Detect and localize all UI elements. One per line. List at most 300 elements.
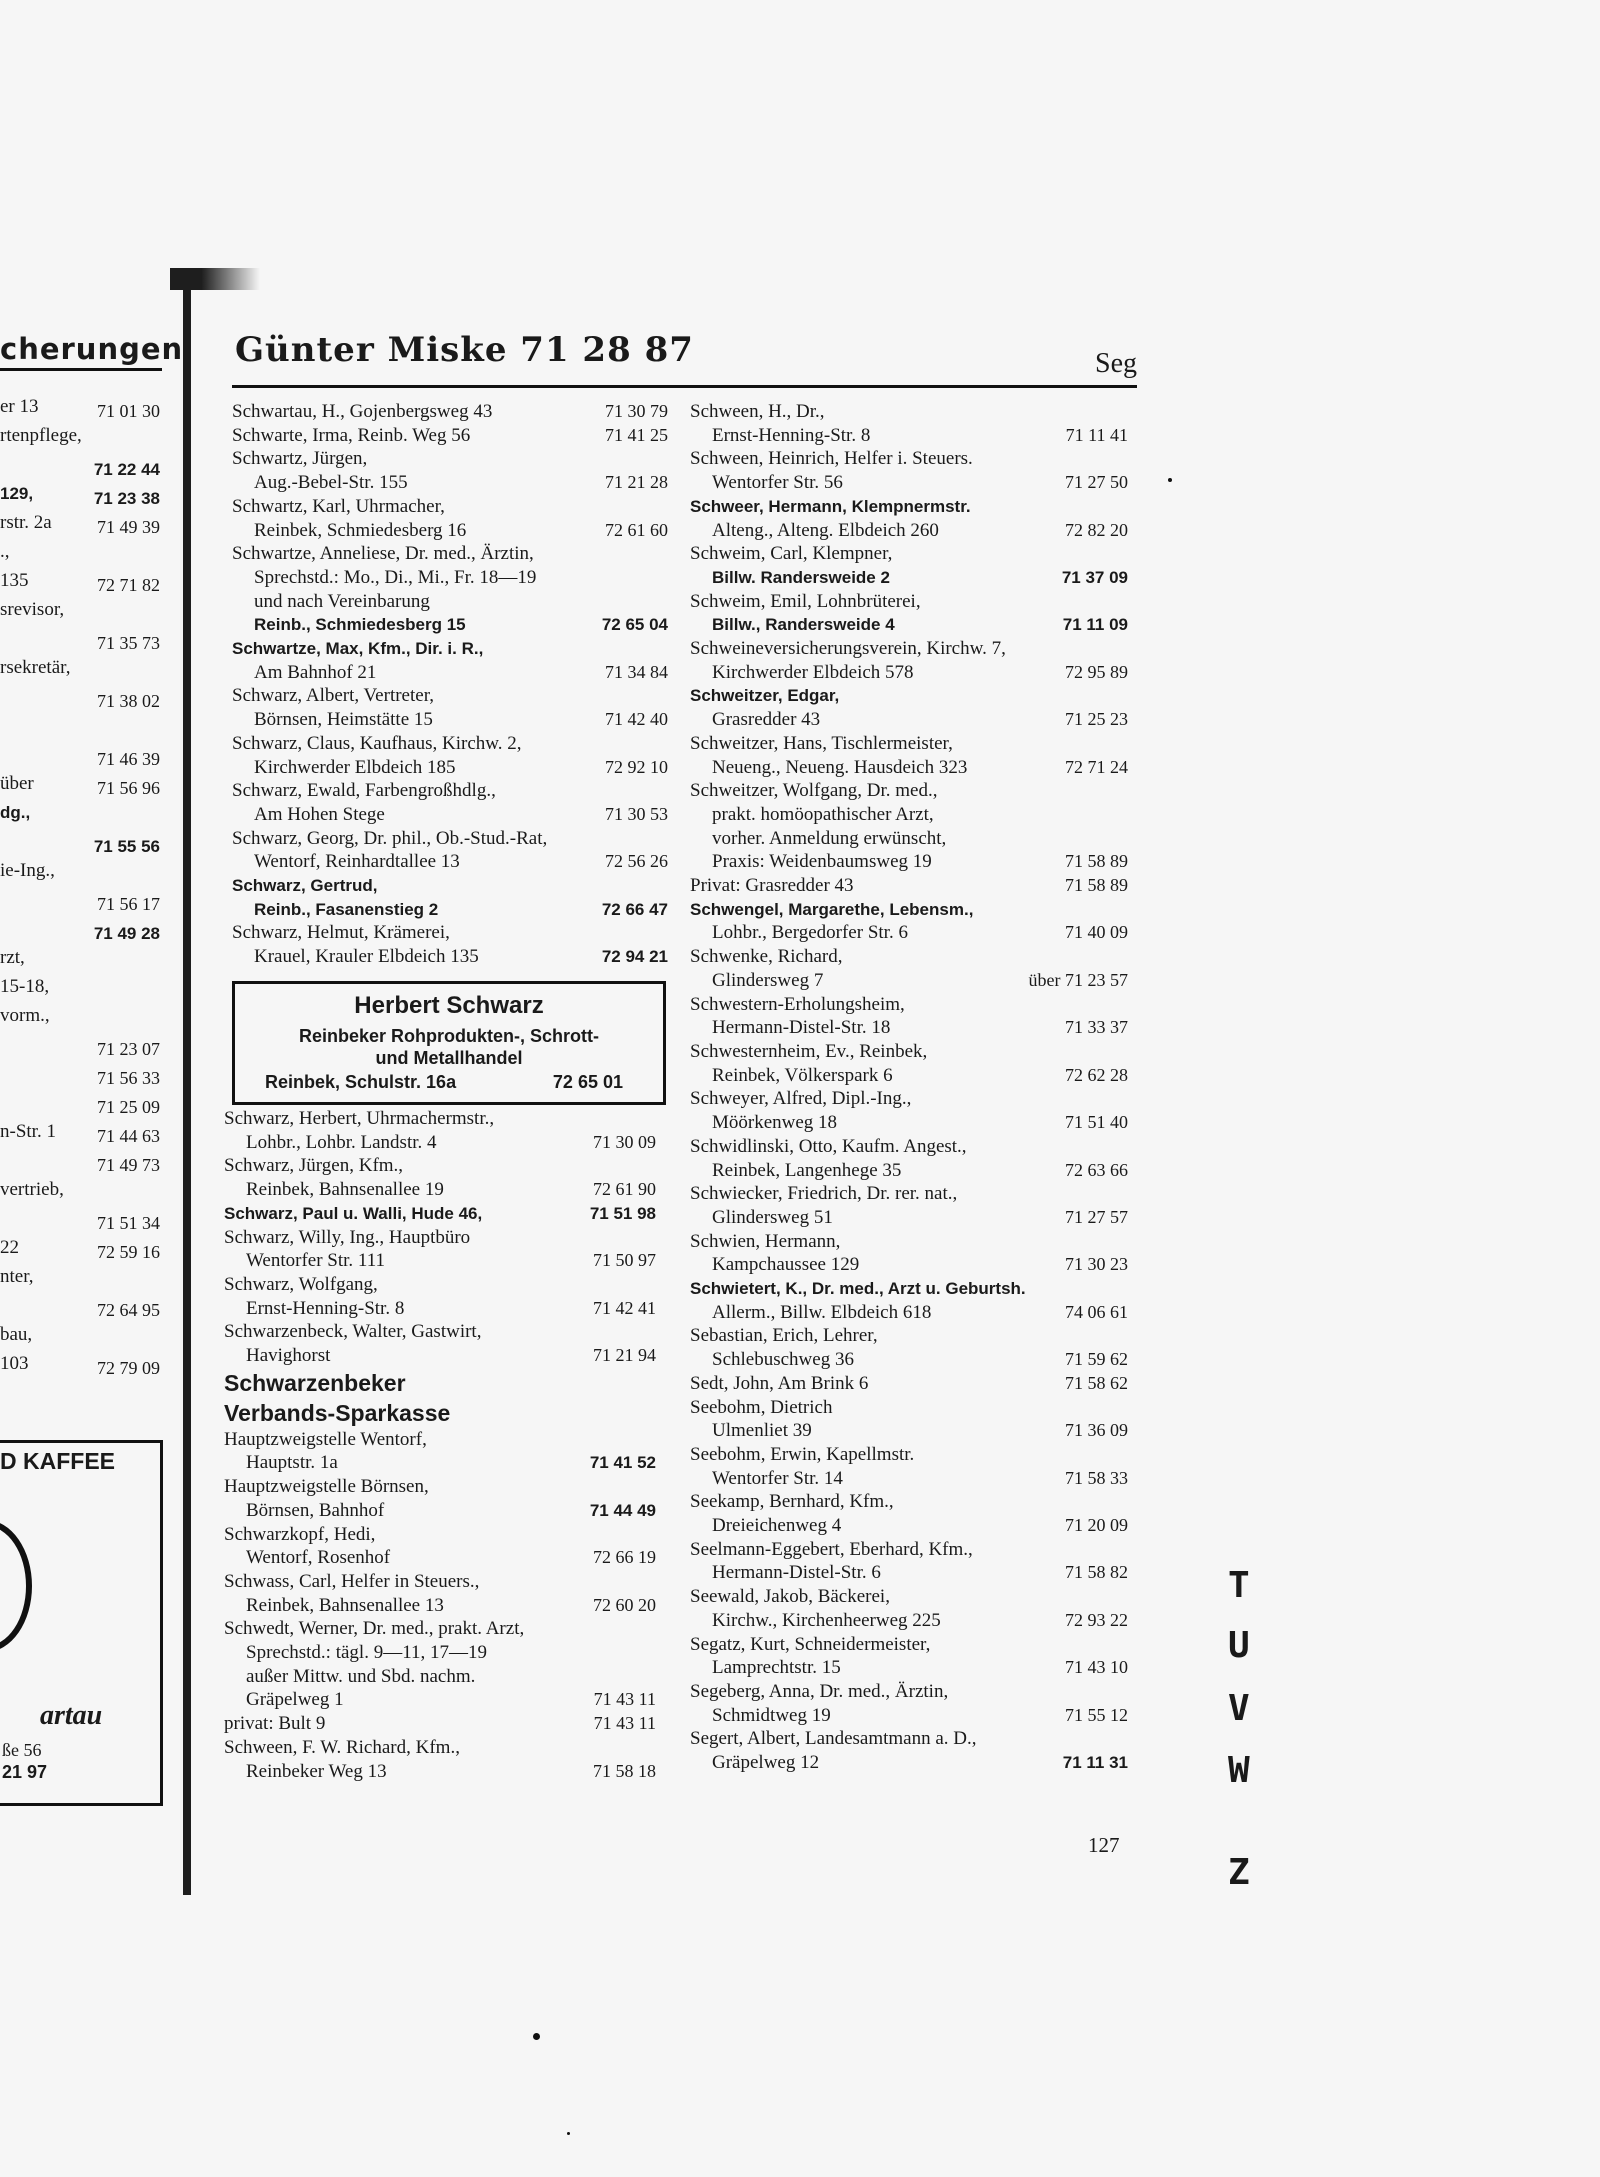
right-column-entry: [690, 1277, 1128, 1324]
right-column-entry-phone: 74 06 61: [1065, 1301, 1128, 1322]
right-column-entry-line: Seewald, Jakob, Bäckerei,: [690, 1586, 890, 1608]
right-column-entry-line: Seekamp, Bernhard, Kfm.,: [690, 1491, 894, 1513]
right-column-entry: [690, 400, 1128, 447]
right-column-entry: [690, 1135, 1128, 1182]
left-page-line-text: ie-Ing.,: [0, 860, 55, 881]
middle-column-2-entry-line: Wentorf, Rosenhof: [246, 1547, 391, 1569]
middle-column-2-entry: [224, 1712, 656, 1736]
left-page-line-number: 71 56 96: [97, 778, 160, 799]
right-column-entry-line: Hermann-Distel-Str. 6: [712, 1562, 881, 1584]
middle-column-entry-phone: 71 30 53: [605, 803, 668, 824]
middle-column-2-entry-line: privat: Bult 9: [224, 1713, 326, 1735]
ad-line2: Reinbeker Rohprodukten-, Schrott-: [298, 1026, 599, 1046]
herbert-schwarz-ad: [232, 981, 666, 1105]
right-column-entry-line: Schweitzer, Hans, Tischlermeister,: [690, 732, 953, 754]
left-page-line: [0, 1004, 160, 1033]
right-column-entry-line: Schween, Heinrich, Helfer i. Steuers.: [690, 448, 973, 470]
right-column-entry-line: Schweim, Emil, Lohnbrüterei,: [690, 590, 921, 612]
middle-column-2-entry-line: Schwarz, Jürgen, Kfm.,: [224, 1155, 404, 1177]
right-column-entry-line: Seebohm, Erwin, Kapellmstr.: [690, 1443, 915, 1465]
left-page-line-text: 135: [0, 570, 29, 591]
middle-column-entry-line: Schwarz, Gertrud,: [232, 876, 378, 896]
right-column-entry-line: Schwengel, Margarethe, Lebensm.,: [690, 899, 974, 919]
right-column-entry-phone: 71 59 62: [1065, 1349, 1128, 1370]
middle-column-2-entry-line: Verbands-Sparkasse: [224, 1399, 451, 1426]
middle-column-2-entry-line: Lohbr., Lohbr. Landstr. 4: [246, 1131, 437, 1153]
middle-column-entry: [232, 921, 668, 968]
left-page-line-number: 71 56 33: [97, 1068, 160, 1089]
left-page-line-text: bau,: [0, 1324, 33, 1345]
middle-column-2-entry-phone: 72 60 20: [593, 1594, 656, 1615]
running-head: Seg: [1095, 348, 1137, 379]
middle-column-2-entry: [224, 1320, 656, 1367]
left-page-line-number: 72 59 16: [97, 1242, 160, 1263]
middle-column-entry-line: Kirchwerder Elbdeich 185: [254, 756, 456, 778]
middle-column-entry-line: Börnsen, Heimstätte 15: [254, 709, 433, 731]
left-page-line: [0, 888, 160, 917]
middle-column-2-entry: [224, 1523, 656, 1570]
middle-column-entry-line: Schwartau, H., Gojenbergsweg 43: [232, 401, 493, 422]
right-column-entry: [690, 874, 1128, 898]
left-page-line: [0, 830, 160, 859]
right-column-entry-line: Schmidtweg 19: [712, 1704, 831, 1726]
right-column-entry-line: Wentorfer Str. 14: [712, 1467, 843, 1489]
middle-column-entry-phone: 71 34 84: [605, 661, 668, 682]
left-page-line: [0, 1091, 160, 1120]
middle-column-entry-line: Schwartz, Jürgen,: [232, 448, 368, 470]
right-column-entry: [690, 542, 1128, 589]
middle-column-entry-line: Wentorf, Reinhardtallee 13: [254, 851, 460, 873]
right-column-entry-phone: 71 58 62: [1065, 1372, 1128, 1393]
left-page-line-text: 22: [0, 1237, 19, 1258]
left-page-line: [0, 453, 160, 482]
middle-column-2-entry-line: Havighorst: [246, 1345, 331, 1367]
right-column-entry-phone: 71 27 57: [1065, 1206, 1128, 1227]
middle-column-2-entry-phone: 71 30 09: [593, 1131, 656, 1152]
right-column-entry-phone: 71 11 41: [1065, 424, 1128, 445]
right-column-entry-phone: 71 11 09: [1062, 615, 1128, 635]
middle-column-2-entry-line: Hauptstr. 1a: [246, 1452, 338, 1474]
right-column-entry: [690, 1727, 1128, 1774]
kaffee-ad-address: ße 56: [2, 1740, 42, 1760]
middle-column-2-entry-phone: 71 50 97: [593, 1250, 656, 1271]
left-page-line: [0, 569, 160, 598]
right-column-entry-line: Ernst-Henning-Str. 8: [712, 424, 871, 446]
left-page-line-text: rsekretär,: [0, 657, 71, 678]
middle-column-entry-phone: 71 30 79: [605, 401, 668, 421]
left-page-line: [0, 511, 160, 540]
middle-column-entry: [232, 424, 668, 448]
left-page-line-number: 71 46 39: [97, 749, 160, 770]
right-column-entry-line: Segeberg, Anna, Dr. med., Ärztin,: [690, 1680, 949, 1702]
left-page-line-number: 71 01 30: [97, 401, 160, 422]
middle-column-2-entry-line: Hauptzweigstelle Börnsen,: [224, 1476, 429, 1498]
middle-column-entry-phone: 72 61 60: [605, 519, 668, 540]
middle-column-entry-phone: 71 21 28: [605, 472, 668, 493]
right-column-entry-line: vorher. Anmeldung erwünscht,: [712, 827, 947, 849]
right-column-entry-line: Neueng., Neueng. Hausdeich 323: [712, 756, 968, 778]
left-page-line: [0, 1323, 160, 1352]
left-page-line-number: 71 49 28: [93, 924, 160, 944]
left-page-line-number: 71 25 09: [97, 1097, 160, 1118]
right-column-entry-line: Gräpelweg 12: [712, 1752, 820, 1774]
middle-column-2-entry-line: Schwarz, Wolfgang,: [224, 1273, 378, 1295]
left-page-line: [0, 946, 160, 975]
left-page-line-text: srevisor,: [0, 599, 65, 620]
right-column-entry-phone: 72 71 24: [1065, 756, 1128, 777]
left-page-line: [0, 685, 160, 714]
right-column-entry: [690, 1538, 1128, 1585]
left-page-line-number: 71 49 73: [97, 1155, 160, 1176]
middle-column-entry-line: Schwarz, Claus, Kaufhaus, Kirchw. 2,: [232, 732, 522, 754]
left-page-line: [0, 1294, 160, 1323]
page-number: 127: [1088, 1833, 1120, 1857]
middle-column-entry-line: Schwartz, Karl, Uhrmacher,: [232, 495, 445, 517]
right-column-entry-line: Seebohm, Dietrich: [690, 1396, 833, 1418]
right-column-entry-line: Schwestern-Erholungsheim,: [690, 993, 905, 1015]
page-header-ad: Günter Miske 71 28 87: [235, 330, 694, 370]
middle-column-entry-line: Schwartze, Anneliese, Dr. med., Ärztin,: [232, 543, 534, 565]
right-column-entry-line: Wentorfer Str. 56: [712, 472, 843, 494]
middle-column-2-entry-phone: 72 66 19: [593, 1547, 656, 1568]
left-page-line: [0, 1033, 160, 1062]
binding-edge: [183, 270, 191, 1895]
middle-column-entry-phone: 72 94 21: [601, 947, 668, 967]
right-column-entry-phone: 71 30 23: [1065, 1254, 1128, 1275]
left-header-rule: [0, 368, 162, 371]
left-page-line: [0, 1120, 160, 1149]
left-page-line: [0, 743, 160, 772]
kaffee-ad-title: D KAFFEE: [0, 1448, 115, 1474]
right-column-entry-line: Kirchw., Kirchenheerweg 225: [712, 1609, 941, 1631]
right-column-entry: [690, 1230, 1128, 1277]
right-column-entry-phone: 71 33 37: [1065, 1017, 1128, 1038]
right-column-entry-line: Sebastian, Erich, Lehrer,: [690, 1325, 878, 1347]
middle-column-entry: [232, 684, 668, 731]
middle-column-2-entry-phone: 71 21 94: [593, 1345, 656, 1366]
right-column-entry: [690, 1372, 1128, 1396]
right-column-entry: [690, 637, 1128, 684]
left-page-line-text: 129,: [0, 484, 34, 503]
middle-column-2-entry: [224, 1736, 656, 1783]
right-column-entry-line: Allerm., Billw. Elbdeich 618: [712, 1301, 932, 1323]
right-column-entry-phone: 72 95 89: [1065, 661, 1128, 682]
middle-column-entry-line: Reinbek, Schmiedesberg 16: [254, 519, 467, 541]
right-column-entry: [690, 495, 1128, 542]
middle-column-2-entry-phone: 72 61 90: [593, 1179, 656, 1200]
middle-column-2-entry: [224, 1273, 656, 1320]
middle-column-entry-line: Schwarz, Albert, Vertreter,: [232, 685, 435, 707]
middle-column-entry-line: Reinb., Schmiedesberg 15: [254, 615, 466, 635]
middle-column-2-entry-line: Sprechstd.: tägl. 9—11, 17—19: [246, 1642, 487, 1664]
right-column-entry: [690, 1396, 1128, 1443]
middle-column-entry: [232, 495, 668, 542]
right-column-entry-line: Billw., Randersweide 4: [712, 615, 895, 635]
middle-column-2-entry-line: Schwarz, Paul u. Walli, Hude 46,: [224, 1203, 483, 1223]
middle-column-entry: [232, 400, 668, 424]
right-column-entry-phone: 71 43 10: [1065, 1657, 1128, 1678]
right-column-entry: [690, 779, 1128, 874]
left-page-line-number: 71 38 02: [97, 691, 160, 712]
middle-column-2-entry-phone: 71 43 11: [593, 1689, 656, 1710]
ad-number: 72 65 01: [552, 1072, 623, 1092]
header-rule: [232, 385, 1137, 388]
middle-column-2-entry-phone: 71 51 98: [589, 1203, 656, 1223]
scan-speck: [1168, 478, 1172, 482]
middle-column-2-entry-line: Ernst-Henning-Str. 8: [246, 1297, 405, 1319]
left-page-line-text: .,: [0, 541, 10, 562]
right-column-entry-phone: 71 55 12: [1065, 1704, 1128, 1725]
middle-column-2-entry-line: Wentorfer Str. 111: [246, 1250, 386, 1272]
middle-column-entry-line: Reinb., Fasanenstieg 2: [254, 899, 439, 919]
right-column-entry-line: Schlebuschweg 36: [712, 1349, 854, 1371]
middle-column-entry-phone: 71 41 25: [605, 424, 668, 445]
left-page-line: [0, 772, 160, 801]
left-page-line: [0, 975, 160, 1004]
right-column-entry-phone: 71 51 40: [1065, 1112, 1128, 1133]
right-column-entry-line: Schweitzer, Wolfgang, Dr. med.,: [690, 780, 938, 802]
middle-column-2-entry: [224, 1107, 656, 1154]
middle-column-entry-line: Schwarz, Ewald, Farbengroßhdlg.,: [232, 780, 496, 802]
middle-column-2-entry: [224, 1475, 656, 1522]
right-column-entry-line: Grasredder 43: [712, 709, 821, 731]
right-column-entry-phone: 71 37 09: [1061, 567, 1128, 587]
middle-column-entry-phone: 72 65 04: [601, 615, 668, 635]
right-column-entry-line: Segert, Albert, Landesamtmann a. D.,: [690, 1728, 977, 1750]
right-column-entry-line: Lohbr., Bergedorfer Str. 6: [712, 922, 908, 944]
left-page-line-number: 72 71 82: [97, 575, 160, 596]
right-column-entry-line: Reinbek, Völkerspark 6: [712, 1064, 893, 1086]
right-column-entry-line: Schweyer, Alfred, Dipl.-Ing.,: [690, 1088, 912, 1110]
middle-column-entry: [232, 827, 668, 874]
right-column: [690, 400, 1128, 1775]
middle-column-2-entry-line: Schwarzenbeck, Walter, Gastwirt,: [224, 1321, 482, 1343]
left-page-line-text: vertrieb,: [0, 1179, 64, 1200]
left-page-line: [0, 859, 160, 888]
thumb-index-z: Z: [1228, 1852, 1250, 1893]
right-column-entry-line: Privat: Grasredder 43: [690, 875, 854, 897]
left-page-line-number: 71 23 38: [93, 489, 160, 509]
left-page-line-number: 71 56 17: [97, 894, 160, 915]
middle-column-entry: [232, 732, 668, 779]
middle-column-entry: [232, 637, 668, 684]
right-column-entry-phone: 71 25 23: [1065, 709, 1128, 730]
right-column-entry-line: Möörkenweg 18: [712, 1112, 838, 1134]
left-page-line-text: vorm.,: [0, 1005, 50, 1026]
right-column-entry-phone: 71 58 82: [1065, 1562, 1128, 1583]
middle-column-entry-line: Aug.-Bebel-Str. 155: [254, 472, 408, 494]
left-page-line: [0, 598, 160, 627]
left-page-line-number: 71 23 07: [97, 1039, 160, 1060]
left-page-line: [0, 714, 160, 743]
left-page-line-text: rstr. 2a: [0, 512, 52, 533]
scan-speck: [567, 2132, 570, 2135]
right-column-entry-line: Schweim, Carl, Klempner,: [690, 543, 893, 565]
middle-column-2-entry: [224, 1368, 656, 1428]
left-page-line: [0, 424, 160, 453]
middle-column-2-entry-phone: 71 58 18: [593, 1760, 656, 1781]
left-page-line-number: 71 51 34: [97, 1213, 160, 1234]
right-column-entry: [690, 898, 1128, 945]
left-page-line: [0, 1207, 160, 1236]
middle-column-2-entry: [224, 1617, 656, 1712]
right-column-entry-line: Sedt, John, Am Brink 6: [690, 1372, 869, 1394]
right-column-entry-line: Segatz, Kurt, Schneidermeister,: [690, 1633, 931, 1655]
right-column-entry-line: Schwesternheim, Ev., Reinbek,: [690, 1040, 928, 1062]
right-column-entry: [690, 945, 1128, 992]
left-page-line: [0, 1062, 160, 1091]
ad-line3: und Metallhandel: [375, 1048, 523, 1068]
right-column-entry: [690, 1490, 1128, 1537]
middle-column-entry-phone: 72 92 10: [605, 756, 668, 777]
middle-column-2-entry: [224, 1226, 656, 1273]
left-page-line-number: 72 79 09: [97, 1358, 160, 1379]
middle-column-entry-line: und nach Vereinbarung: [254, 590, 430, 612]
right-column-entry-line: Schweitzer, Edgar,: [690, 686, 840, 706]
middle-column-entry-line: Am Hohen Stege: [254, 803, 385, 825]
right-column-entry: [690, 1324, 1128, 1371]
right-column-entry-line: Seelmann-Eggebert, Eberhard, Kfm.,: [690, 1538, 973, 1560]
left-page-line: [0, 395, 160, 424]
kaffee-ad-phone: 21 97: [2, 1762, 48, 1782]
right-column-entry-line: Kampchaussee 129: [712, 1254, 860, 1276]
right-column-entry-line: Reinbek, Langenhege 35: [712, 1159, 902, 1181]
left-page-column: [0, 395, 160, 1381]
right-column-entry-line: Schweer, Hermann, Klempnermstr.: [690, 496, 971, 516]
right-column-entry-phone: 72 82 20: [1065, 519, 1128, 540]
left-page-line-text: 103: [0, 1353, 29, 1374]
right-column-entry-phone: 71 36 09: [1065, 1420, 1128, 1441]
right-column-entry-line: Schwenke, Richard,: [690, 946, 843, 968]
thumb-index-u: U: [1228, 1625, 1250, 1666]
right-column-entry: [690, 1040, 1128, 1087]
left-page-line-text: nter,: [0, 1266, 34, 1287]
right-column-entry: [690, 1585, 1128, 1632]
right-column-entry-phone: 71 58 89: [1065, 851, 1128, 872]
right-column-entry-phone: 71 58 89: [1065, 875, 1128, 896]
left-page-line-number: 71 55 56: [93, 837, 160, 857]
right-column-entry-line: Billw. Randersweide 2: [712, 567, 890, 587]
middle-column-2-entry-line: Hauptzweigstelle Wentorf,: [224, 1428, 427, 1450]
middle-column-2-entry: [224, 1154, 656, 1201]
middle-column-entry-line: Schwarz, Helmut, Krämerei,: [232, 922, 450, 944]
right-column-entry-line: Schwidlinski, Otto, Kaufm. Angest.,: [690, 1135, 967, 1157]
middle-column-2-entry-phone: 71 42 41: [593, 1297, 656, 1318]
middle-column-2-entry-line: Reinbeker Weg 13: [246, 1760, 387, 1782]
middle-column-2-entry-line: Schwedt, Werner, Dr. med., prakt. Arzt,: [224, 1618, 525, 1640]
middle-column-bottom: [224, 1107, 656, 1783]
left-page-line-number: 72 64 95: [97, 1300, 160, 1321]
middle-column-entry-phone: 71 42 40: [605, 709, 668, 730]
middle-column-2-entry-line: Reinbek, Bahnsenallee 13: [246, 1594, 444, 1616]
right-column-entry-phone: über 71 23 57: [1028, 969, 1128, 990]
left-page-line-number: 71 44 63: [97, 1126, 160, 1147]
right-column-entry-phone: 72 62 28: [1065, 1064, 1128, 1085]
left-page-line: [0, 1178, 160, 1207]
right-column-entry-phone: 72 93 22: [1065, 1609, 1128, 1630]
middle-column-entry: [232, 447, 668, 494]
middle-column-top: [232, 400, 668, 969]
scan-speck: [533, 2033, 540, 2040]
left-page-line: [0, 656, 160, 685]
left-page-line: [0, 540, 160, 569]
middle-column-2-entry-line: Reinbek, Bahnsenallee 19: [246, 1179, 444, 1201]
middle-column-entry-phone: 72 56 26: [605, 851, 668, 872]
right-column-entry-line: Lamprechtstr. 15: [712, 1657, 841, 1679]
right-column-entry: [690, 732, 1128, 779]
right-column-entry-phone: 71 11 31: [1062, 1753, 1128, 1773]
middle-column-2-entry-line: außer Mittw. und Sbd. nachm.: [246, 1665, 476, 1687]
right-column-entry-line: Glindersweg 7: [712, 969, 824, 991]
middle-column-entry-line: Schwartze, Max, Kfm., Dir. i. R.,: [232, 639, 484, 659]
right-column-entry-line: Kirchwerder Elbdeich 578: [712, 661, 914, 683]
left-page-line-text: er 13: [0, 396, 39, 417]
right-column-entry-line: Ulmenliet 39: [712, 1420, 812, 1442]
right-column-entry-line: Glindersweg 51: [712, 1206, 833, 1228]
left-page-line: [0, 1236, 160, 1265]
middle-column-2-entry: [224, 1202, 656, 1226]
right-column-entry: [690, 1680, 1128, 1727]
middle-column-entry-phone: 72 66 47: [601, 899, 668, 919]
right-column-entry-phone: 71 27 50: [1065, 472, 1128, 493]
right-column-entry-phone: 71 40 09: [1065, 922, 1128, 943]
middle-column-2-entry-phone: 71 43 11: [593, 1713, 656, 1734]
middle-column-entry: [232, 779, 668, 826]
middle-column-2-entry-line: Schween, F. W. Richard, Kfm.,: [224, 1736, 460, 1758]
middle-column-2-entry-line: Schwarzkopf, Hedi,: [224, 1523, 376, 1545]
middle-column-entry-line: Sprechstd.: Mo., Di., Mi., Fr. 18—19: [254, 566, 537, 588]
left-page-line: [0, 1149, 160, 1178]
right-column-entry-line: prakt. homöopathischer Arzt,: [712, 803, 934, 825]
right-column-entry-line: Schween, H., Dr.,: [690, 401, 825, 422]
middle-column-2-entry-phone: 71 41 52: [589, 1453, 656, 1473]
middle-column-2-entry-phone: 71 44 49: [589, 1500, 656, 1520]
left-page-line-text: n-Str. 1: [0, 1121, 56, 1142]
middle-column-2-entry-line: Gräpelweg 1: [246, 1689, 344, 1711]
middle-column-2-entry-line: Schwarz, Willy, Ing., Hauptbüro: [224, 1226, 471, 1248]
left-page-line-text: rzt,: [0, 947, 25, 968]
right-column-entry: [690, 1087, 1128, 1134]
right-column-entry: [690, 1443, 1128, 1490]
left-page-line: [0, 627, 160, 656]
left-page-line: [0, 1352, 160, 1381]
right-column-entry-line: Dreieichenweg 4: [712, 1515, 842, 1537]
middle-column-2-entry: [224, 1570, 656, 1617]
middle-column-entry-line: Schwarz, Georg, Dr. phil., Ob.-Stud.-Rat,: [232, 827, 548, 849]
middle-column-entry-line: Schwarte, Irma, Reinb. Weg 56: [232, 424, 471, 446]
middle-column-entry: [232, 542, 668, 637]
left-page-line: [0, 1265, 160, 1294]
left-page-line: [0, 482, 160, 511]
right-column-entry: [690, 1633, 1128, 1680]
ad-name: Herbert Schwarz: [354, 992, 544, 1019]
kaffee-ad-signature: artau: [40, 1700, 103, 1731]
right-column-entry-line: Alteng., Alteng. Elbdeich 260: [712, 519, 939, 541]
right-column-entry-line: Schwien, Hermann,: [690, 1230, 841, 1252]
left-page-header: cherungen: [0, 332, 184, 366]
thumb-index-v: V: [1228, 1688, 1250, 1729]
right-column-entry: [690, 684, 1128, 731]
right-column-entry-phone: 71 20 09: [1065, 1515, 1128, 1536]
left-page-line-text: dg.,: [0, 803, 31, 822]
middle-column-2-entry-line: Schwarz, Herbert, Uhrmachermstr.,: [224, 1108, 495, 1129]
right-column-entry: [690, 590, 1128, 637]
right-column-entry-line: Schwietert, K., Dr. med., Arzt u. Geburtsh.: [690, 1279, 1026, 1299]
thumb-index-w: W: [1228, 1750, 1250, 1791]
right-column-entry: [690, 1182, 1128, 1229]
right-column-entry: [690, 447, 1128, 494]
left-page-line-number: 71 35 73: [97, 633, 160, 654]
